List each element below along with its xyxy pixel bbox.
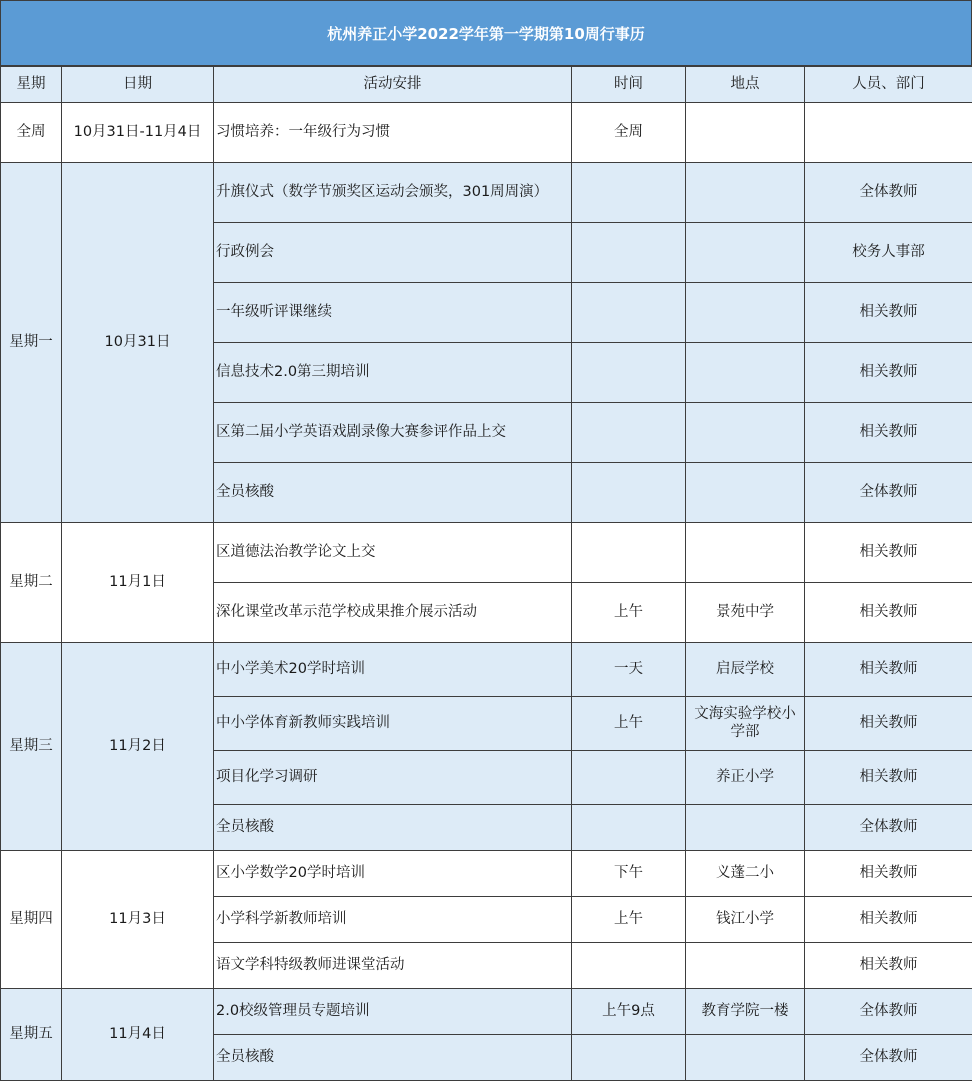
activity-cell: 区小学数学20学时培训 bbox=[214, 851, 572, 897]
date-cell: 10月31日-11月4日 bbox=[62, 103, 214, 163]
time-cell bbox=[572, 163, 686, 223]
weekday-cell: 星期一 bbox=[1, 163, 62, 523]
table-row bbox=[1, 643, 972, 697]
time-cell: 一天 bbox=[572, 643, 686, 697]
schedule-table bbox=[0, 66, 972, 1081]
date-cell: 11月2日 bbox=[62, 643, 214, 851]
time-cell bbox=[572, 283, 686, 343]
time-cell: 上午9点 bbox=[572, 989, 686, 1035]
time-cell: 上午 bbox=[572, 697, 686, 751]
weekday-cell: 星期二 bbox=[1, 523, 62, 643]
place-cell bbox=[686, 343, 805, 403]
people-cell: 相关教师 bbox=[805, 751, 972, 805]
time-cell: 上午 bbox=[572, 583, 686, 643]
time-cell bbox=[572, 463, 686, 523]
people-cell bbox=[805, 103, 972, 163]
people-cell: 全体教师 bbox=[805, 1035, 972, 1081]
activity-cell: 区道德法治教学论文上交 bbox=[214, 523, 572, 583]
activity-cell: 小学科学新教师培训 bbox=[214, 897, 572, 943]
place-cell bbox=[686, 403, 805, 463]
people-cell: 相关教师 bbox=[805, 403, 972, 463]
activity-cell: 语文学科特级教师进课堂活动 bbox=[214, 943, 572, 989]
people-cell: 相关教师 bbox=[805, 523, 972, 583]
activity-cell: 全员核酸 bbox=[214, 1035, 572, 1081]
people-cell: 相关教师 bbox=[805, 851, 972, 897]
place-cell bbox=[686, 283, 805, 343]
activity-cell: 全员核酸 bbox=[214, 805, 572, 851]
place-cell: 教育学院一楼 bbox=[686, 989, 805, 1035]
activity-cell: 项目化学习调研 bbox=[214, 751, 572, 805]
time-cell: 全周 bbox=[572, 103, 686, 163]
activity-cell: 习惯培养：一年级行为习惯 bbox=[214, 103, 572, 163]
time-cell bbox=[572, 751, 686, 805]
people-cell: 相关教师 bbox=[805, 943, 972, 989]
date-cell: 11月3日 bbox=[62, 851, 214, 989]
place-cell bbox=[686, 463, 805, 523]
table-row bbox=[1, 851, 972, 897]
people-cell: 全体教师 bbox=[805, 163, 972, 223]
people-cell: 相关教师 bbox=[805, 583, 972, 643]
people-cell: 全体教师 bbox=[805, 989, 972, 1035]
activity-cell: 2.0校级管理员专题培训 bbox=[214, 989, 572, 1035]
time-cell: 上午 bbox=[572, 897, 686, 943]
activity-cell: 全员核酸 bbox=[214, 463, 572, 523]
weekday-cell: 星期四 bbox=[1, 851, 62, 989]
activity-cell: 一年级听评课继续 bbox=[214, 283, 572, 343]
time-cell bbox=[572, 343, 686, 403]
header-row bbox=[1, 67, 972, 103]
people-cell: 相关教师 bbox=[805, 697, 972, 751]
place-cell bbox=[686, 223, 805, 283]
header-time: 时间 bbox=[572, 67, 686, 103]
activity-cell: 中小学美术20学时培训 bbox=[214, 643, 572, 697]
weekday-cell: 全周 bbox=[1, 103, 62, 163]
place-cell bbox=[686, 163, 805, 223]
place-cell bbox=[686, 1035, 805, 1081]
activity-cell: 信息技术2.0第三期培训 bbox=[214, 343, 572, 403]
place-cell bbox=[686, 943, 805, 989]
header-place: 地点 bbox=[686, 67, 805, 103]
all-week-row bbox=[1, 103, 972, 163]
activity-cell: 区第二届小学英语戏剧录像大赛参评作品上交 bbox=[214, 403, 572, 463]
place-cell: 文海实验学校小学部 bbox=[686, 697, 805, 751]
activity-cell: 中小学体育新教师实践培训 bbox=[214, 697, 572, 751]
people-cell: 相关教师 bbox=[805, 283, 972, 343]
people-cell: 全体教师 bbox=[805, 805, 972, 851]
table-row bbox=[1, 523, 972, 583]
activity-cell: 升旗仪式（数学节颁奖区运动会颁奖，301周周演） bbox=[214, 163, 572, 223]
table-row bbox=[1, 989, 972, 1035]
table-row bbox=[1, 163, 972, 223]
weekday-cell: 星期三 bbox=[1, 643, 62, 851]
header-weekday: 星期 bbox=[1, 67, 62, 103]
place-cell: 景苑中学 bbox=[686, 583, 805, 643]
people-cell: 全体教师 bbox=[805, 463, 972, 523]
date-cell: 10月31日 bbox=[62, 163, 214, 523]
header-activity: 活动安排 bbox=[214, 67, 572, 103]
activity-cell: 行政例会 bbox=[214, 223, 572, 283]
place-cell bbox=[686, 103, 805, 163]
time-cell bbox=[572, 943, 686, 989]
time-cell bbox=[572, 403, 686, 463]
date-cell: 11月1日 bbox=[62, 523, 214, 643]
place-cell: 钱江小学 bbox=[686, 897, 805, 943]
header-date: 日期 bbox=[62, 67, 214, 103]
time-cell bbox=[572, 805, 686, 851]
place-cell: 养正小学 bbox=[686, 751, 805, 805]
people-cell: 相关教师 bbox=[805, 343, 972, 403]
header-people: 人员、部门 bbox=[805, 67, 972, 103]
place-cell bbox=[686, 805, 805, 851]
time-cell bbox=[572, 223, 686, 283]
place-cell: 义蓬二小 bbox=[686, 851, 805, 897]
activity-cell: 深化课堂改革示范学校成果推介展示活动 bbox=[214, 583, 572, 643]
date-cell: 11月4日 bbox=[62, 989, 214, 1081]
people-cell: 校务人事部 bbox=[805, 223, 972, 283]
place-cell: 启辰学校 bbox=[686, 643, 805, 697]
time-cell: 下午 bbox=[572, 851, 686, 897]
time-cell bbox=[572, 1035, 686, 1081]
time-cell bbox=[572, 523, 686, 583]
page-title: 杭州养正小学2022学年第一学期第10周行事历 bbox=[0, 0, 972, 66]
place-cell bbox=[686, 523, 805, 583]
people-cell: 相关教师 bbox=[805, 643, 972, 697]
people-cell: 相关教师 bbox=[805, 897, 972, 943]
weekday-cell: 星期五 bbox=[1, 989, 62, 1081]
